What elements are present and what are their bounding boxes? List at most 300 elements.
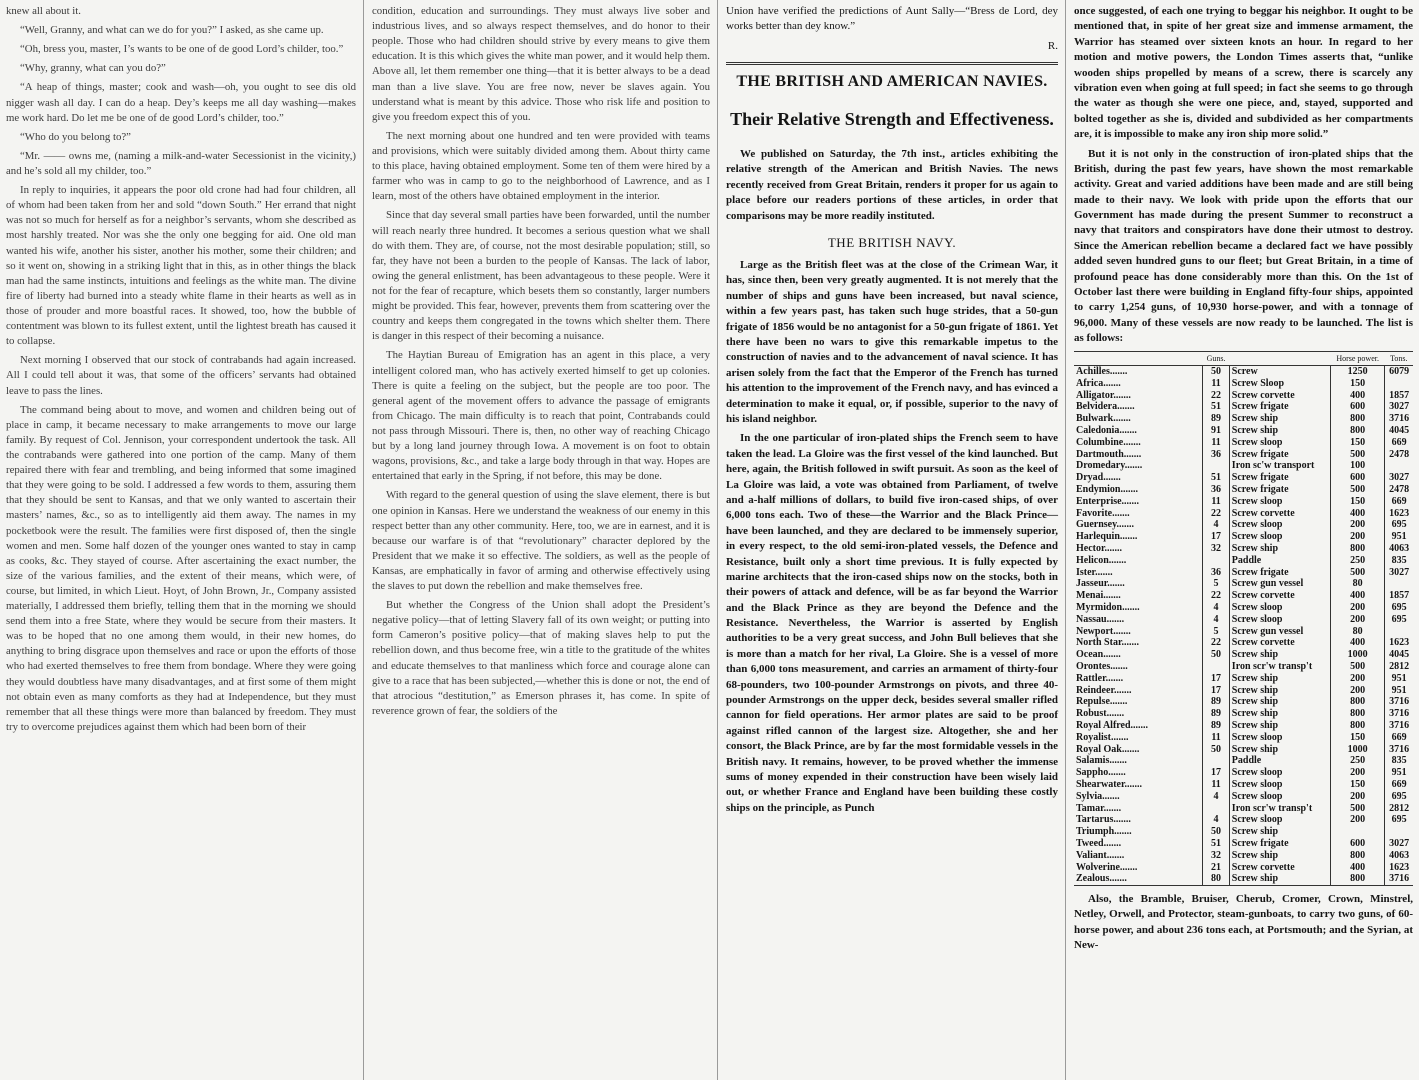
table-cell: 50 [1203, 744, 1229, 756]
table-cell: 17 [1203, 685, 1229, 697]
table-cell: Endymion....... [1076, 484, 1138, 495]
table-cell: 150 [1331, 779, 1385, 791]
column-rule [363, 0, 364, 1080]
table-cell: Dryad....... [1076, 472, 1121, 484]
table-row [1074, 614, 1413, 626]
table-row [1074, 661, 1413, 673]
table-cell: Screw corvette [1229, 590, 1330, 602]
column-4-text [1074, 4, 1413, 347]
table-cell: 50 [1203, 826, 1229, 838]
table-row [1074, 779, 1413, 791]
table-cell [1385, 578, 1413, 590]
table-row [1074, 437, 1413, 449]
table-cell: 4 [1203, 602, 1229, 614]
table-cell: 4 [1203, 519, 1229, 531]
table-cell: Screw gun vessel [1229, 578, 1330, 590]
table-row [1074, 366, 1413, 378]
article-headline: THE BRITISH AND AMERICAN NAVIES. [726, 62, 1058, 93]
table-cell: Screw ship [1229, 708, 1330, 720]
table-cell: Screw sloop [1229, 732, 1330, 744]
table-cell: 3716 [1385, 413, 1413, 425]
table-cell: Screw sloop [1229, 767, 1330, 779]
table-cell: Wolverine....... [1076, 861, 1138, 873]
table-row [1074, 378, 1413, 390]
table-cell: 500 [1331, 661, 1385, 673]
table-cell: Screw frigate [1229, 449, 1330, 461]
table-row [1074, 555, 1413, 567]
table-cell: Screw ship [1229, 744, 1330, 756]
table-cell: Screw frigate [1229, 484, 1330, 496]
table-cell: 835 [1385, 755, 1413, 767]
table-cell: 6079 [1385, 366, 1413, 378]
table-cell: Screw ship [1229, 826, 1330, 838]
table-row [1074, 543, 1413, 555]
paragraph: “A heap of things, master; cook and wash—oh, you ought to see dis old nigger wash all day. I can do a heap. Dey’s keeps me all day washing—makes me work hard. Do let me be one of de good Lord’s childer, too.” [6, 81, 356, 124]
table-row [1074, 626, 1413, 638]
paragraph: But it is not only in the construction of iron-plated ships that the British, during the past few years, have shown the most remarkable activity. Great and varied additions have been made and are still being made to their navy. We look with pride upon the efforts that our Government has made during the present Summer to reconstruct a navy that traitors and conspirators have done their utmost to destroy. Since the American rebellion became a declared fact we have possibly added seven hundred guns to our fleet; but Great Britain, in a time of profound peace has done considerably more than this. On the 1st of October last there were building in England fifty-four ships, appointed to carry 1,254 guns, of 10,930 horse-power, and with a tonnage of 96,000. Many of these vessels are now ready to be launched. The list is as follows: [1074, 147, 1413, 345]
table-cell: Caledonia....... [1076, 425, 1137, 437]
table-cell: 600 [1331, 401, 1385, 413]
table-cell: Screw sloop [1229, 779, 1330, 791]
table-cell: 669 [1385, 496, 1413, 508]
table-row [1074, 744, 1413, 756]
table-row [1074, 472, 1413, 484]
table-cell: Royal Oak....... [1076, 743, 1140, 755]
table-cell: 80 [1203, 873, 1229, 885]
table-cell: Zealous....... [1074, 873, 1203, 885]
table-cell: 51 [1203, 472, 1229, 484]
table-cell: 800 [1331, 708, 1385, 720]
table-cell: North Star....... [1076, 637, 1139, 649]
table-cell: 4 [1203, 791, 1229, 803]
table-cell: Screw frigate [1229, 472, 1330, 484]
table-cell: 669 [1385, 437, 1413, 449]
table-cell: 3027 [1385, 567, 1413, 579]
table-cell: 500 [1331, 803, 1385, 815]
table-cell: 500 [1331, 484, 1385, 496]
table-cell [1203, 555, 1229, 567]
table-row [1074, 732, 1413, 744]
table-cell: 695 [1385, 791, 1413, 803]
table-cell: 17 [1203, 673, 1229, 685]
table-cell: Tweed....... [1076, 837, 1122, 849]
table-row [1074, 673, 1413, 685]
table-cell: 669 [1385, 732, 1413, 744]
paragraph: “Mr. —— owns me, (naming a milk-and-water Secessionist in the vicinity,) and he’s sold all my childer, too.” [6, 149, 356, 177]
table-cell: Columbine....... [1076, 436, 1141, 448]
table-cell: Ocean....... [1076, 649, 1121, 661]
paragraph: We published on Saturday, the 7th inst., articles exhibiting the relative strength of the American and British Navies. The news recently received from Great Britain, renders it proper for us again to place before our readers portions of these articles, in order that comparisons may be more readily instituted. [726, 147, 1058, 222]
table-cell: Screw sloop [1229, 531, 1330, 543]
table-cell: 800 [1331, 720, 1385, 732]
table-cell: Ister....... [1076, 566, 1113, 578]
table-cell: 89 [1203, 720, 1229, 732]
table-cell: 51 [1203, 838, 1229, 850]
table-cell: Tartarus....... [1076, 814, 1131, 826]
paragraph: once suggested, of each one trying to beggar his neighbor. It ought to be mentioned that, in spite of her great size and immense armament, the Warrior has steamed over sixteen knots an hour. In regard to her motion and motive powers, the London Times asserts that, “unlike wooden ships propelled by means of a screw, there is scarcely any vibration even when going at full speed; in fact she seems to go through the water as though she were one piece, and, stayed, supported and bolted together as she is, divided and subdivided as her compartments are, it is impossible to make any iron ship more solid.” [1074, 5, 1413, 141]
table-cell: 89 [1203, 696, 1229, 708]
table-cell: 200 [1331, 602, 1385, 614]
table-cell: 80 [1331, 578, 1385, 590]
table-cell: Screw sloop [1229, 519, 1330, 531]
table-cell: 1857 [1385, 390, 1413, 402]
table-cell: 5 [1203, 578, 1229, 590]
table-row [1074, 531, 1413, 543]
table-row [1074, 401, 1413, 413]
table-cell: Africa....... [1076, 377, 1121, 389]
table-row [1074, 496, 1413, 508]
table-cell [1203, 755, 1229, 767]
table-cell: 800 [1331, 696, 1385, 708]
table-cell: 4045 [1385, 425, 1413, 437]
table-cell: 200 [1331, 791, 1385, 803]
table-cell: 669 [1385, 779, 1413, 791]
paragraph: knew all about it. [6, 5, 81, 17]
table-cell [1203, 661, 1229, 673]
section-heading: THE BRITISH NAVY. [827, 234, 957, 250]
table-cell: Royal Alfred....... [1076, 719, 1149, 731]
paragraph: The next morning about one hundred and ten were provided with teams and provisions, which were suitably divided among them. About thirty came to this place, having obtained employment. Some ten of them were hired by a farmer who was in camp to go to the neighborhood of Lawrence, and as I learn, most of the others have obtained employment in the interior. [372, 129, 710, 203]
table-cell: 11 [1203, 378, 1229, 390]
table-row [1074, 425, 1413, 437]
table-cell: Bulwark....... [1076, 413, 1131, 425]
paragraph: With regard to the general question of using the slave element, there is but one opinion in Kansas. Here we understand the weakness of our enemy in this respect better than any other community. Here, too, we are in earnest, and it is because our warfare is of that “revolutionary” character deplored by the President that we make it so effective. The soldiers, as well as the people of Kansas, are emphatically in favor of arming and otherwise effectively using the slaves to put down the rebellion and make themselves free. [372, 489, 710, 593]
table-row [1074, 767, 1413, 779]
table-cell: Screw [1229, 366, 1330, 378]
paragraph: The command being about to move, and women and children being out of place in camp, it became necessary to make arrangements to move our large family. By request of Col. Jennison, your correspondent undertook the task. All the contrabands were gathered into one portion of the camp. Many of them repaired there with fear and trembling, and being informed that some imagined that they were going to be sold. I addressed a few words to them, assuring them that they should be sent to Kansas, and that we only wanted to ascertain their masters’ names, &c., so as to intelligently aid them away. The names in my pocketbook were the result. The families were first disposed of, then the single women and men. Some half dozen of the younger ones wanted to stay in camp as cooks, &c. They stayed of course. After ascertaining the exact number, the size of the various families, and the extent of their means, which were, of course, but limited, in which Lieut. Hoyt, of John Brown, Jr., Company assisted materially, I addressed them briefly, telling them that in the morning we should send them into a free State, where they would be secure from their masters. It was to be hoped that no one among them would, in their new homes, do anything to bring disgrace upon themselves and race or upon the efforts of those who had exerted themselves to free them from bondage. Where they were going they would doubtless have many disadvantages, and at first some of them might not obtain even as many comforts as they had at Independence, but they must remember that all these things were more than balanced by freedom. They must try to overcome prejudices against them which had been born of their [6, 403, 356, 733]
table-row [1074, 850, 1413, 862]
table-cell: 5 [1203, 626, 1229, 638]
table-cell: 400 [1331, 508, 1385, 520]
table-cell: 400 [1331, 862, 1385, 874]
table-cell: Screw ship [1229, 720, 1330, 732]
table-cell: 1623 [1385, 637, 1413, 649]
paragraph: “Oh, bress you, master, I’s wants to be one of de good Lord’s childer, too.” [20, 43, 344, 56]
table-cell: Triumph....... [1076, 826, 1132, 838]
table-cell: Screw ship [1229, 649, 1330, 661]
table-cell: Rattler....... [1076, 672, 1124, 684]
table-row [1074, 685, 1413, 697]
table-cell: Royalist....... [1076, 731, 1129, 743]
table-cell: Iron sc'w transport [1229, 460, 1330, 472]
table-row [1074, 791, 1413, 803]
table-cell: Robust....... [1076, 708, 1125, 720]
table-cell: 800 [1331, 873, 1385, 885]
table-cell: Screw corvette [1229, 862, 1330, 874]
table-cell: 800 [1331, 413, 1385, 425]
table-cell: 22 [1203, 390, 1229, 402]
table-cell: 500 [1331, 567, 1385, 579]
table-cell: Screw sloop [1229, 791, 1330, 803]
table-cell: Jasseur....... [1076, 578, 1125, 590]
column-3 [720, 0, 1064, 1080]
table-cell: 500 [1331, 449, 1385, 461]
table-cell: Screw frigate [1229, 401, 1330, 413]
table-row [1074, 484, 1413, 496]
column-4 [1068, 0, 1419, 1080]
table-cell: 17 [1203, 531, 1229, 543]
table-row [1074, 696, 1413, 708]
table-row [1074, 390, 1413, 402]
table-cell: 89 [1203, 413, 1229, 425]
table-cell: Paddle [1229, 755, 1330, 767]
table-cell: Favorite....... [1076, 507, 1130, 519]
table-cell: Iron scr'w transp't [1229, 803, 1330, 815]
table-cell: Screw sloop [1229, 496, 1330, 508]
table-cell: 21 [1203, 862, 1229, 874]
table-cell: 3027 [1385, 472, 1413, 484]
table-cell: Screw frigate [1229, 567, 1330, 579]
table-cell: 800 [1331, 850, 1385, 862]
table-cell: Dartmouth....... [1076, 448, 1142, 460]
table-cell: Salamis....... [1076, 755, 1127, 767]
table-cell: 600 [1331, 472, 1385, 484]
table-cell: 200 [1331, 673, 1385, 685]
paragraph: “Why, granny, what can you do?” [20, 62, 166, 75]
table-cell: 11 [1203, 779, 1229, 791]
table-cell: Guernsey....... [1076, 519, 1135, 531]
column-rule [1065, 0, 1066, 1080]
table-cell: Newport....... [1076, 625, 1131, 637]
table-row [1074, 413, 1413, 425]
table-cell: 4 [1203, 614, 1229, 626]
table-cell: 36 [1203, 449, 1229, 461]
table-cell: 695 [1385, 814, 1413, 826]
table-header-cell: Tons. [1385, 351, 1413, 365]
table-row [1074, 708, 1413, 720]
table-cell: Screw ship [1229, 696, 1330, 708]
table-cell: 150 [1331, 732, 1385, 744]
table-row [1074, 567, 1413, 579]
table-cell: Screw frigate [1229, 838, 1330, 850]
table-cell: Orontes....... [1076, 660, 1128, 672]
table-cell: Tamar....... [1076, 802, 1122, 814]
table-cell: 2478 [1385, 449, 1413, 461]
table-cell: 150 [1331, 496, 1385, 508]
table-cell: 36 [1203, 484, 1229, 496]
table-cell: 250 [1331, 755, 1385, 767]
paragraph: In reply to inquiries, it appears the poor old crone had had four children, all of whom had been taken from her and sold “down South.” Her errand that night was not so much for herself as for a neighbor’s servants, whom she described as most harshly treated. Nor was she the only one begging for aid. One old man wanted his wife, another his sister, another his mother, some their children; and so it went on, showing in a striking light that in this, as in other things the black man had the same instincts, intuitions and feelings as the white man. The divine fire of liberty had burned into a steady white flame in their hearts as well as in those of prouder and more boastful races. It showed, too, how the bubble of contentment was blown to its fullest extent, until the lightest breath has caused it to collapse. [6, 184, 356, 348]
table-cell: 695 [1385, 602, 1413, 614]
table-cell: 4063 [1385, 543, 1413, 555]
article-subheadline: Their Relative Strength and Effectiveness. [730, 108, 1054, 129]
table-cell: 11 [1203, 496, 1229, 508]
table-row [1074, 637, 1413, 649]
table-row [1074, 873, 1413, 885]
table-row [1074, 862, 1413, 874]
table-cell [1331, 826, 1385, 838]
table-cell: 50 [1203, 649, 1229, 661]
table-cell: Screw ship [1229, 425, 1330, 437]
table-cell: 4 [1203, 814, 1229, 826]
table-cell: 1000 [1331, 744, 1385, 756]
table-row [1074, 590, 1413, 602]
table-cell: Enterprise....... [1076, 495, 1140, 507]
table-cell: Screw gun vessel [1229, 626, 1330, 638]
table-cell [1203, 803, 1229, 815]
article-signature: R. [1047, 39, 1058, 52]
table-row [1074, 838, 1413, 850]
table-cell: 1250 [1331, 366, 1385, 378]
table-cell: 2812 [1385, 803, 1413, 815]
table-cell: Screw corvette [1229, 390, 1330, 402]
table-header-cell [1074, 351, 1203, 365]
table-cell: Screw sloop [1229, 437, 1330, 449]
table-cell: Screw sloop [1229, 602, 1330, 614]
paragraph: But whether the Congress of the Union shall adopt the President’s negative policy—that of letting Slavery fall of its own weight; or putting into form Cameron’s positive policy—that of making slaves help to put the rebellion down, and thus become free, win a title to the gratitude of the whites and educate themselves to that manliness which force and courage alone can give to a race that has been subjected,—whether this is done or not, the end of that atrocious “destitution,” as Emerson phrases it, has come. In spite of reverence grown of fear, the soldiers of the [372, 599, 710, 717]
table-cell: 200 [1331, 531, 1385, 543]
table-cell: 250 [1331, 555, 1385, 567]
table-cell: 3027 [1385, 401, 1413, 413]
table-cell: Dromedary....... [1076, 460, 1143, 472]
table-cell: 1623 [1385, 508, 1413, 520]
table-cell: Screw sloop [1229, 814, 1330, 826]
paragraph: condition, education and surroundings. They must always live sober and industrious lives, and so always respect themselves, and do honor to their people. Those who had children should strive by every means to give them education. It is this which gives the white man power, and it would help them. Above all, let them remember one thing—that it is better always to be a dead man than a live slave. You are free now, never be slaves again. You understand what is meant by this advice. Those who risk life and position to give you freedom expect this of you. [372, 5, 710, 123]
paragraph: In the one particular of iron-plated ships the French seem to have taken the lead. La Gloire was the first vessel of the kind launched. But here, again, the British followed in swift pursuit. As soon as the keel of La Gloire was laid, a vote was obtained from Parliament, of twelve and a-half millions of dollars, to build five iron-cased ships, of over 6,000 tons each. Two of these—the Warrior and the Black Prince—have been launched, and they are declared to be immensely superior, in every respect, to the old semi-iron-plated vessels, the Defence and Resistance, built only a short time previous. It is fully expected by marine architects that the iron-cased ships now on the stocks, both in their powers of attack and defence, will be as far beyond the Warrior and the Black Prince as they are beyond the Defence and the Resistance. Nevertheless, the Warrior is asserted by English authorities to be a very great success, and John Bull believes that she is more than a match for her rival, La Gloire. She is a vessel of more than 6,000 tons measurement, and carries an armament of thirty-four 68-pounders, two 100-pounder Armstrongs on pivots, and three 40-pounder Armstrongs on the upper deck, besides several smaller rifled cannon for field operations. Her armor plates are said to be proof against rifled cannon of the largest size. Altogether, she and her consort, the Black Prince, are by far the most formidable vessels in the British navy. It remains, however, to be proved whether the immense sums of money expended in their construction have been wisely laid out, or whether France and England have been building these costly ships on the principle, as Punch [726, 432, 1058, 814]
table-cell: 951 [1385, 673, 1413, 685]
table-cell: Harlequin....... [1076, 531, 1138, 543]
table-row [1074, 460, 1413, 472]
table-row [1074, 803, 1413, 815]
table-cell: Reindeer....... [1076, 684, 1132, 696]
table-cell: 951 [1385, 685, 1413, 697]
table-cell: 3027 [1385, 838, 1413, 850]
table-cell: 2812 [1385, 661, 1413, 673]
table-cell: 32 [1203, 850, 1229, 862]
article-body [726, 258, 1058, 816]
table-cell: 200 [1331, 685, 1385, 697]
table-cell [1385, 626, 1413, 638]
table-cell: Helicon....... [1076, 554, 1127, 566]
table-cell: Screw sloop [1229, 614, 1330, 626]
table-cell: 695 [1385, 614, 1413, 626]
table-cell: Myrmidon....... [1076, 601, 1140, 613]
table-cell: 800 [1331, 425, 1385, 437]
table-cell: Screw ship [1229, 850, 1330, 862]
table-cell: Screw Sloop [1229, 378, 1330, 390]
table-row [1074, 449, 1413, 461]
table-cell [1385, 460, 1413, 472]
paragraph: “Well, Granny, and what can we do for you?” I asked, as she came up. [20, 24, 324, 37]
column-1-text [6, 4, 356, 735]
table-cell: 200 [1331, 519, 1385, 531]
table-cell: 22 [1203, 637, 1229, 649]
table-cell: 17 [1203, 767, 1229, 779]
table-cell: 80 [1331, 626, 1385, 638]
table-cell: 11 [1203, 732, 1229, 744]
table-cell: 695 [1385, 519, 1413, 531]
table-cell: Achilles....... [1076, 366, 1128, 378]
table-cell: Screw corvette [1229, 637, 1330, 649]
paragraph: Large as the British fleet was at the close of the Crimean War, it has, since then, been very greatly augmented. It is not merely that the number of ships and guns have been increased, but naval science, within a few years past, has taken such huge strides, that a 50-gun frigate of 1856 would be no antagonist for a 50-gun frigate of 1861. Yet there have been no wars to give this remarkable impetus to the construction of navies and to the advancement of naval science. It has arisen solely from the fact that the Emperor of the French has turned his attention to the improvement of the French navy, and has evinced a determination to make it equal, or, if possible, superior to the navy of his island neighbor. [726, 259, 1058, 425]
table-cell: Hector....... [1076, 542, 1123, 554]
table-cell: 3716 [1385, 696, 1413, 708]
table-cell: 1000 [1331, 649, 1385, 661]
table-cell: 32 [1203, 543, 1229, 555]
table-cell: Valiant....... [1076, 849, 1125, 861]
table-cell: 36 [1203, 567, 1229, 579]
table-cell: Paddle [1229, 555, 1330, 567]
closing-text: Also, the Bramble, Bruiser, Cherub, Cromer, Crown, Minstrel, Netley, Orwell, and Protector, steam-gunboats, to carry two guns, of 60-horse power, and about 236 tons each, at Portsmouth; and the Syrian, at New- [1074, 893, 1413, 952]
article-intro [726, 147, 1058, 224]
table-cell: 200 [1331, 814, 1385, 826]
table-cell: Sylvia....... [1076, 790, 1120, 802]
table-cell: 600 [1331, 838, 1385, 850]
column-1 [0, 0, 362, 1080]
table-row [1074, 519, 1413, 531]
table-cell: 4045 [1385, 649, 1413, 661]
table-cell: 3716 [1385, 873, 1413, 885]
table-cell: 150 [1331, 437, 1385, 449]
table-cell [1385, 378, 1413, 390]
table-cell: 951 [1385, 767, 1413, 779]
table-row [1074, 578, 1413, 590]
table-cell: 150 [1331, 378, 1385, 390]
table-cell: 2478 [1385, 484, 1413, 496]
table-cell: 1857 [1385, 590, 1413, 602]
table-cell: 22 [1203, 590, 1229, 602]
table-cell: 951 [1385, 531, 1413, 543]
table-cell: Repulse....... [1076, 696, 1128, 708]
table-cell: 200 [1331, 767, 1385, 779]
table-cell: 3716 [1385, 744, 1413, 756]
table-cell: 3716 [1385, 720, 1413, 732]
table-cell: 22 [1203, 508, 1229, 520]
column-2 [366, 0, 716, 1080]
paragraph: Next morning I observed that our stock of contrabands had again increased. All I could tell about it was, that some of the officers’ servants had obtained leave to pass the lines. [6, 354, 356, 397]
table-cell: Menai....... [1076, 590, 1121, 602]
table-cell: Screw ship [1229, 673, 1330, 685]
paragraph: The Haytian Bureau of Emigration has an agent in this place, a very intelligent colored man, who has actively exerted himself to get up colonies. There is quite a feeling on the subject, but the people are too poor. The general agent of the movement offers to advance the passage of emigrants from Chicago. The main difficulty is to reach that point, Contrabands could not pass through Missouri. There is, then, no other way of reaching Chicago but by a long land journey through Iowa. A movement is on foot to obtain wagons, provisions, &c., and take a large body through in that way. Hopes are entertained that early in the Spring, if not before, this may be done. [372, 349, 710, 483]
table-cell: Iron scr'w transp't [1229, 661, 1330, 673]
article-end-text: Union have verified the predictions of Aunt Sally—“Bress de Lord, dey works better than dey know.” [726, 5, 1058, 33]
table-row [1074, 755, 1413, 767]
table-cell: Screw ship [1229, 543, 1330, 555]
table-cell: Screw ship [1229, 413, 1330, 425]
table-cell: Screw corvette [1229, 508, 1330, 520]
table-cell: Alligator....... [1076, 389, 1131, 401]
table-cell: 11 [1203, 437, 1229, 449]
table-row [1074, 814, 1413, 826]
table-cell: 91 [1203, 425, 1229, 437]
table-cell: Sappho....... [1076, 767, 1126, 779]
table-cell: Nassau....... [1076, 613, 1125, 625]
table-row [1074, 826, 1413, 838]
ship-list-table [1074, 351, 1413, 887]
table-cell: 89 [1203, 708, 1229, 720]
table-row [1074, 602, 1413, 614]
table-cell: 200 [1331, 614, 1385, 626]
table-cell: 400 [1331, 390, 1385, 402]
table-cell: Shearwater....... [1076, 778, 1143, 790]
paragraph: Since that day several small parties have been forwarded, until the number will reach nearly three hundred. It becomes a serious question what we shall do with them. They are, of course, not the most desirable population; still, so far, they have not been a burden to the people of Kansas. The lack of labor, owing the general enlistment, has been advantageous to these people. Were it not for the fear of recapture, which besets them so constantly, larger numbers might be provided. This fear, however, prevents them from scattering over the country and keeps them congregated in the towns which shelter them. There is danger in this respect of their becoming a nuisance. [372, 209, 710, 343]
table-row [1074, 649, 1413, 661]
paragraph: “Who do you belong to?” [20, 130, 131, 143]
table-cell [1385, 826, 1413, 838]
table-cell: 51 [1203, 401, 1229, 413]
table-cell: Belvidera....... [1076, 401, 1135, 413]
table-cell: 3716 [1385, 708, 1413, 720]
table-header-cell [1229, 351, 1330, 365]
table-cell: 835 [1385, 555, 1413, 567]
table-cell: 800 [1331, 543, 1385, 555]
table-header-cell: Horse power. [1331, 351, 1385, 365]
table-header-cell: Guns. [1203, 351, 1229, 365]
table-cell: 1623 [1385, 862, 1413, 874]
table-cell: 400 [1331, 637, 1385, 649]
table-cell: 50 [1203, 366, 1229, 378]
column-rule [717, 0, 718, 1080]
